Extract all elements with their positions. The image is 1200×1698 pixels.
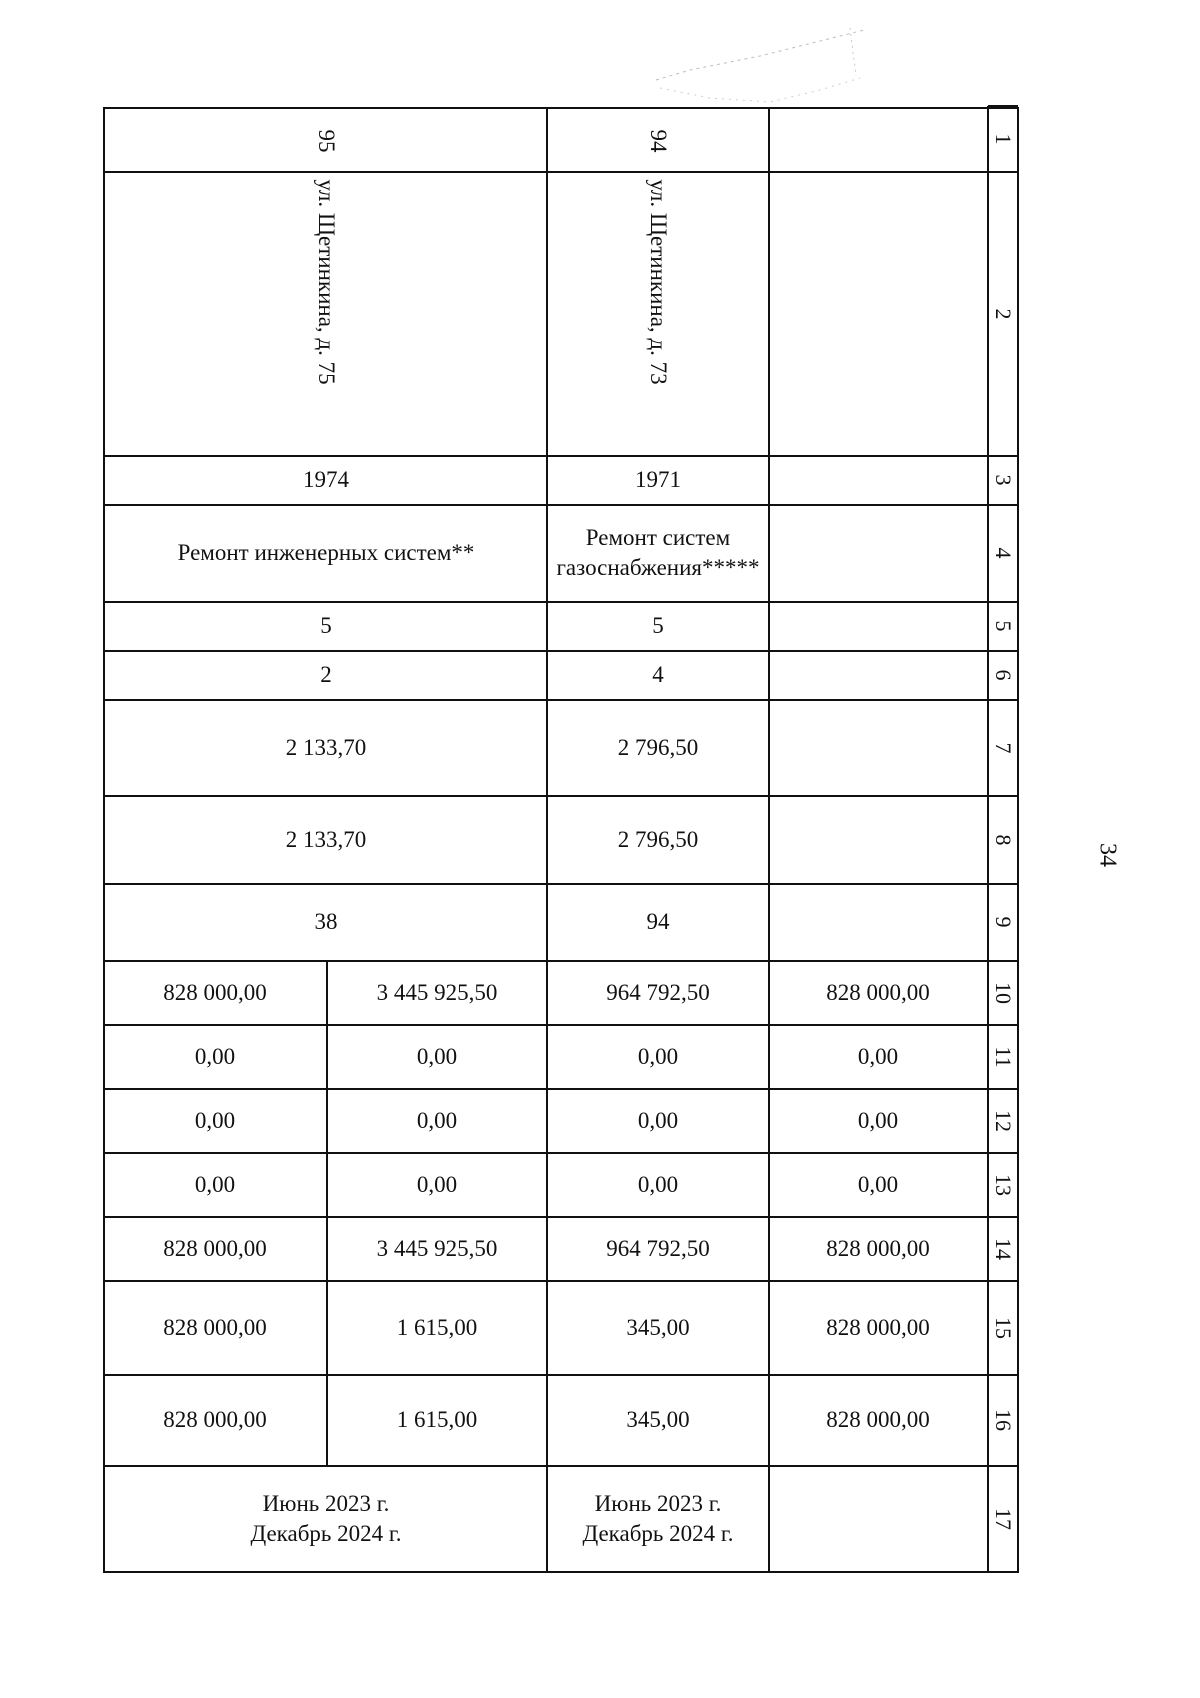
fund-owners: 964 792,50 bbox=[606, 1236, 710, 1261]
row-index: 15 bbox=[991, 1317, 1016, 1339]
row-index: 14 bbox=[991, 1238, 1016, 1260]
fund-owners: 828 000,00 bbox=[163, 1236, 267, 1261]
address: ул. Щетинкина, д. 75 bbox=[314, 179, 339, 385]
fund-federal: 0,00 bbox=[194, 1044, 236, 1069]
period-start: Июнь 2023 г. bbox=[262, 1491, 390, 1516]
fund-regional: 0,00 bbox=[194, 1108, 236, 1133]
row-index: 17 bbox=[991, 1508, 1016, 1530]
fund-owners: 3 445 925,50 bbox=[376, 1236, 498, 1261]
floors: 5 bbox=[320, 613, 332, 638]
limit-cost: 1 615,00 bbox=[396, 1407, 478, 1432]
row-index: 2 bbox=[991, 308, 1016, 320]
row-index: 3 bbox=[991, 474, 1016, 486]
limit-cost: 828 000,00 bbox=[163, 1407, 267, 1432]
fund-local: 0,00 bbox=[416, 1172, 458, 1197]
row-index: 7 bbox=[991, 742, 1016, 754]
period-end: Декабрь 2024 г. bbox=[582, 1521, 734, 1546]
fund-federal: 0,00 bbox=[416, 1044, 458, 1069]
fund-regional: 0,00 bbox=[857, 1108, 899, 1133]
unit-cost: 828 000,00 bbox=[163, 1315, 267, 1340]
total-area: 2 133,70 bbox=[285, 735, 367, 760]
fund-regional: 0,00 bbox=[637, 1108, 679, 1133]
limit-cost: 828 000,00 bbox=[826, 1407, 930, 1432]
fund-local: 0,00 bbox=[857, 1172, 899, 1197]
row-index: 11 bbox=[991, 1046, 1016, 1068]
entrances: 2 bbox=[320, 662, 332, 687]
row-index: 9 bbox=[991, 916, 1016, 928]
fund-owners: 828 000,00 bbox=[826, 1236, 930, 1261]
work-type bbox=[556, 523, 759, 583]
total-area: 2 796,50 bbox=[617, 735, 699, 760]
fund-local: 0,00 bbox=[637, 1172, 679, 1197]
residents: 38 bbox=[314, 909, 338, 934]
unit-cost: 1 615,00 bbox=[396, 1315, 478, 1340]
row-index: 13 bbox=[991, 1174, 1016, 1196]
unit-cost: 345,00 bbox=[626, 1315, 690, 1340]
record-number: 95 bbox=[314, 129, 339, 153]
cost-total: 3 445 925,50 bbox=[376, 980, 498, 1005]
row-index: 16 bbox=[991, 1409, 1016, 1431]
work-type: Ремонт инженерных систем** bbox=[177, 540, 475, 565]
cost-total: 828 000,00 bbox=[163, 980, 267, 1005]
work-period bbox=[251, 1489, 402, 1549]
year-built: 1971 bbox=[635, 467, 681, 492]
cost-total: 828 000,00 bbox=[826, 980, 930, 1005]
floors: 5 bbox=[652, 613, 664, 638]
row-index: 5 bbox=[991, 620, 1016, 632]
address: ул. Щетинкина, д. 73 bbox=[646, 179, 671, 385]
unit-cost: 828 000,00 bbox=[826, 1315, 930, 1340]
work-type-line: Ремонт систем bbox=[585, 525, 731, 550]
row-index: 10 bbox=[991, 982, 1016, 1004]
fund-local: 0,00 bbox=[194, 1172, 236, 1197]
fund-federal: 0,00 bbox=[637, 1044, 679, 1069]
period-end: Декабрь 2024 г. bbox=[250, 1521, 402, 1546]
period-start: Июнь 2023 г. bbox=[594, 1491, 722, 1516]
row-index: 6 bbox=[991, 669, 1016, 681]
fund-regional: 0,00 bbox=[416, 1108, 458, 1133]
entrances: 4 bbox=[652, 662, 664, 687]
living-area: 2 133,70 bbox=[285, 827, 367, 852]
page-number: 34 bbox=[1094, 843, 1121, 867]
row-index: 1 bbox=[991, 133, 1016, 145]
row-index: 4 bbox=[991, 547, 1016, 559]
year-built: 1974 bbox=[303, 467, 349, 492]
record-number: 94 bbox=[646, 129, 671, 153]
work-type-line: газоснабжения***** bbox=[556, 555, 760, 580]
living-area: 2 796,50 bbox=[617, 827, 699, 852]
row-index: 12 bbox=[991, 1110, 1016, 1132]
fund-federal: 0,00 bbox=[857, 1044, 899, 1069]
work-period bbox=[583, 1489, 734, 1549]
row-index: 8 bbox=[991, 834, 1016, 846]
residents: 94 bbox=[646, 909, 670, 934]
limit-cost: 345,00 bbox=[626, 1407, 690, 1432]
cost-total: 964 792,50 bbox=[606, 980, 710, 1005]
